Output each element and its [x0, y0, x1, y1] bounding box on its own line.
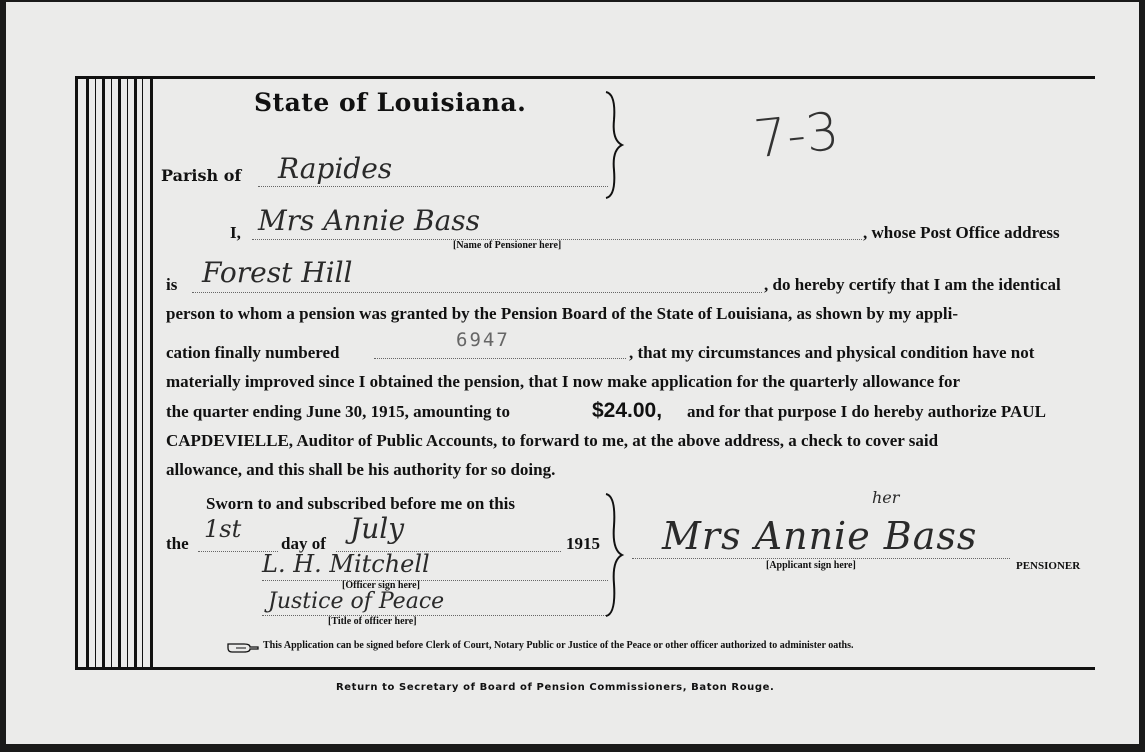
applicant-line [632, 558, 1010, 559]
officer-signature: L. H. Mitchell [262, 550, 430, 578]
applicant-signature: Mrs Annie Bass [662, 514, 978, 558]
officer-title: Justice of Peace [268, 589, 445, 614]
officer-caption: [Officer sign here] [342, 580, 420, 591]
number-line [374, 358, 626, 359]
month-value: July [350, 512, 405, 545]
body-line-5: CAPDEVIELLE, Auditor of Public Accounts, to forward to me, at the above address, a check to cover said [166, 431, 939, 450]
address-line [192, 292, 762, 293]
body-line-3: materially improved since I obtained the pension, that I now make application for the quarterly allowance for [166, 372, 961, 391]
body-line-6: allowance, and this shall be his authority for so doing. [166, 460, 556, 479]
document-sheet [6, 2, 1139, 744]
po-address-text: , whose Post Office address [863, 223, 1060, 242]
return-footer: Return to Secretary of Board of Pension Commissioners, Baton Rouge. [336, 682, 775, 693]
pension-number: 6947 [456, 329, 510, 351]
title-caption: [Title of officer here] [328, 616, 417, 627]
pensioner-label: PENSIONER [1016, 560, 1081, 572]
applicant-caption: [Applicant sign here] [766, 560, 856, 571]
body-line-4-suffix: and for that purpose I do hereby authorize PAUL [687, 402, 1046, 421]
address-value: Forest Hill [202, 256, 353, 289]
officer-line [262, 580, 608, 581]
parish-value: Rapides [278, 152, 393, 185]
body-line-4-prefix: the quarter ending June 30, 1915, amounting to [166, 402, 510, 421]
the-label: the [166, 534, 189, 553]
body-line-1: person to whom a pension was granted by the Pension Board of the State of Louisiana, as shown by my appli- [166, 304, 959, 323]
body-line-2-prefix: cation finally numbered [166, 343, 340, 362]
title-line [262, 615, 608, 616]
certify-text: , do hereby certify that I am the identical [764, 275, 1061, 294]
applicant-mark-note: her [872, 488, 900, 507]
body-line-2-suffix: , that my circumstances and physical condition have not [629, 343, 1035, 362]
day-of-label: day of [281, 534, 326, 553]
header-brace [602, 90, 626, 200]
parish-label: Parish of [161, 166, 242, 185]
amount: $24.00, [592, 399, 663, 422]
pensioner-prefix: I, [230, 223, 241, 242]
footnote-text: This Application can be signed before Clerk of Court, Notary Public or Justice of the Peace or other officer authorized to administer oaths. [263, 640, 854, 651]
state-title: State of Louisiana. [254, 88, 527, 117]
year: 1915 [566, 534, 600, 553]
sworn-text: Sworn to and subscribed before me on this [206, 494, 516, 513]
pensioner-name: Mrs Annie Bass [258, 204, 481, 237]
pensioner-caption: [Name of Pensioner here] [453, 240, 562, 251]
day-value: 1st [204, 515, 242, 543]
parish-line [258, 186, 608, 187]
margin-note: 7-3 [751, 101, 842, 171]
address-prefix: is [166, 275, 178, 294]
oath-brace [603, 492, 625, 618]
decorative-stripes [75, 79, 158, 667]
pointing-hand-icon [226, 640, 260, 654]
